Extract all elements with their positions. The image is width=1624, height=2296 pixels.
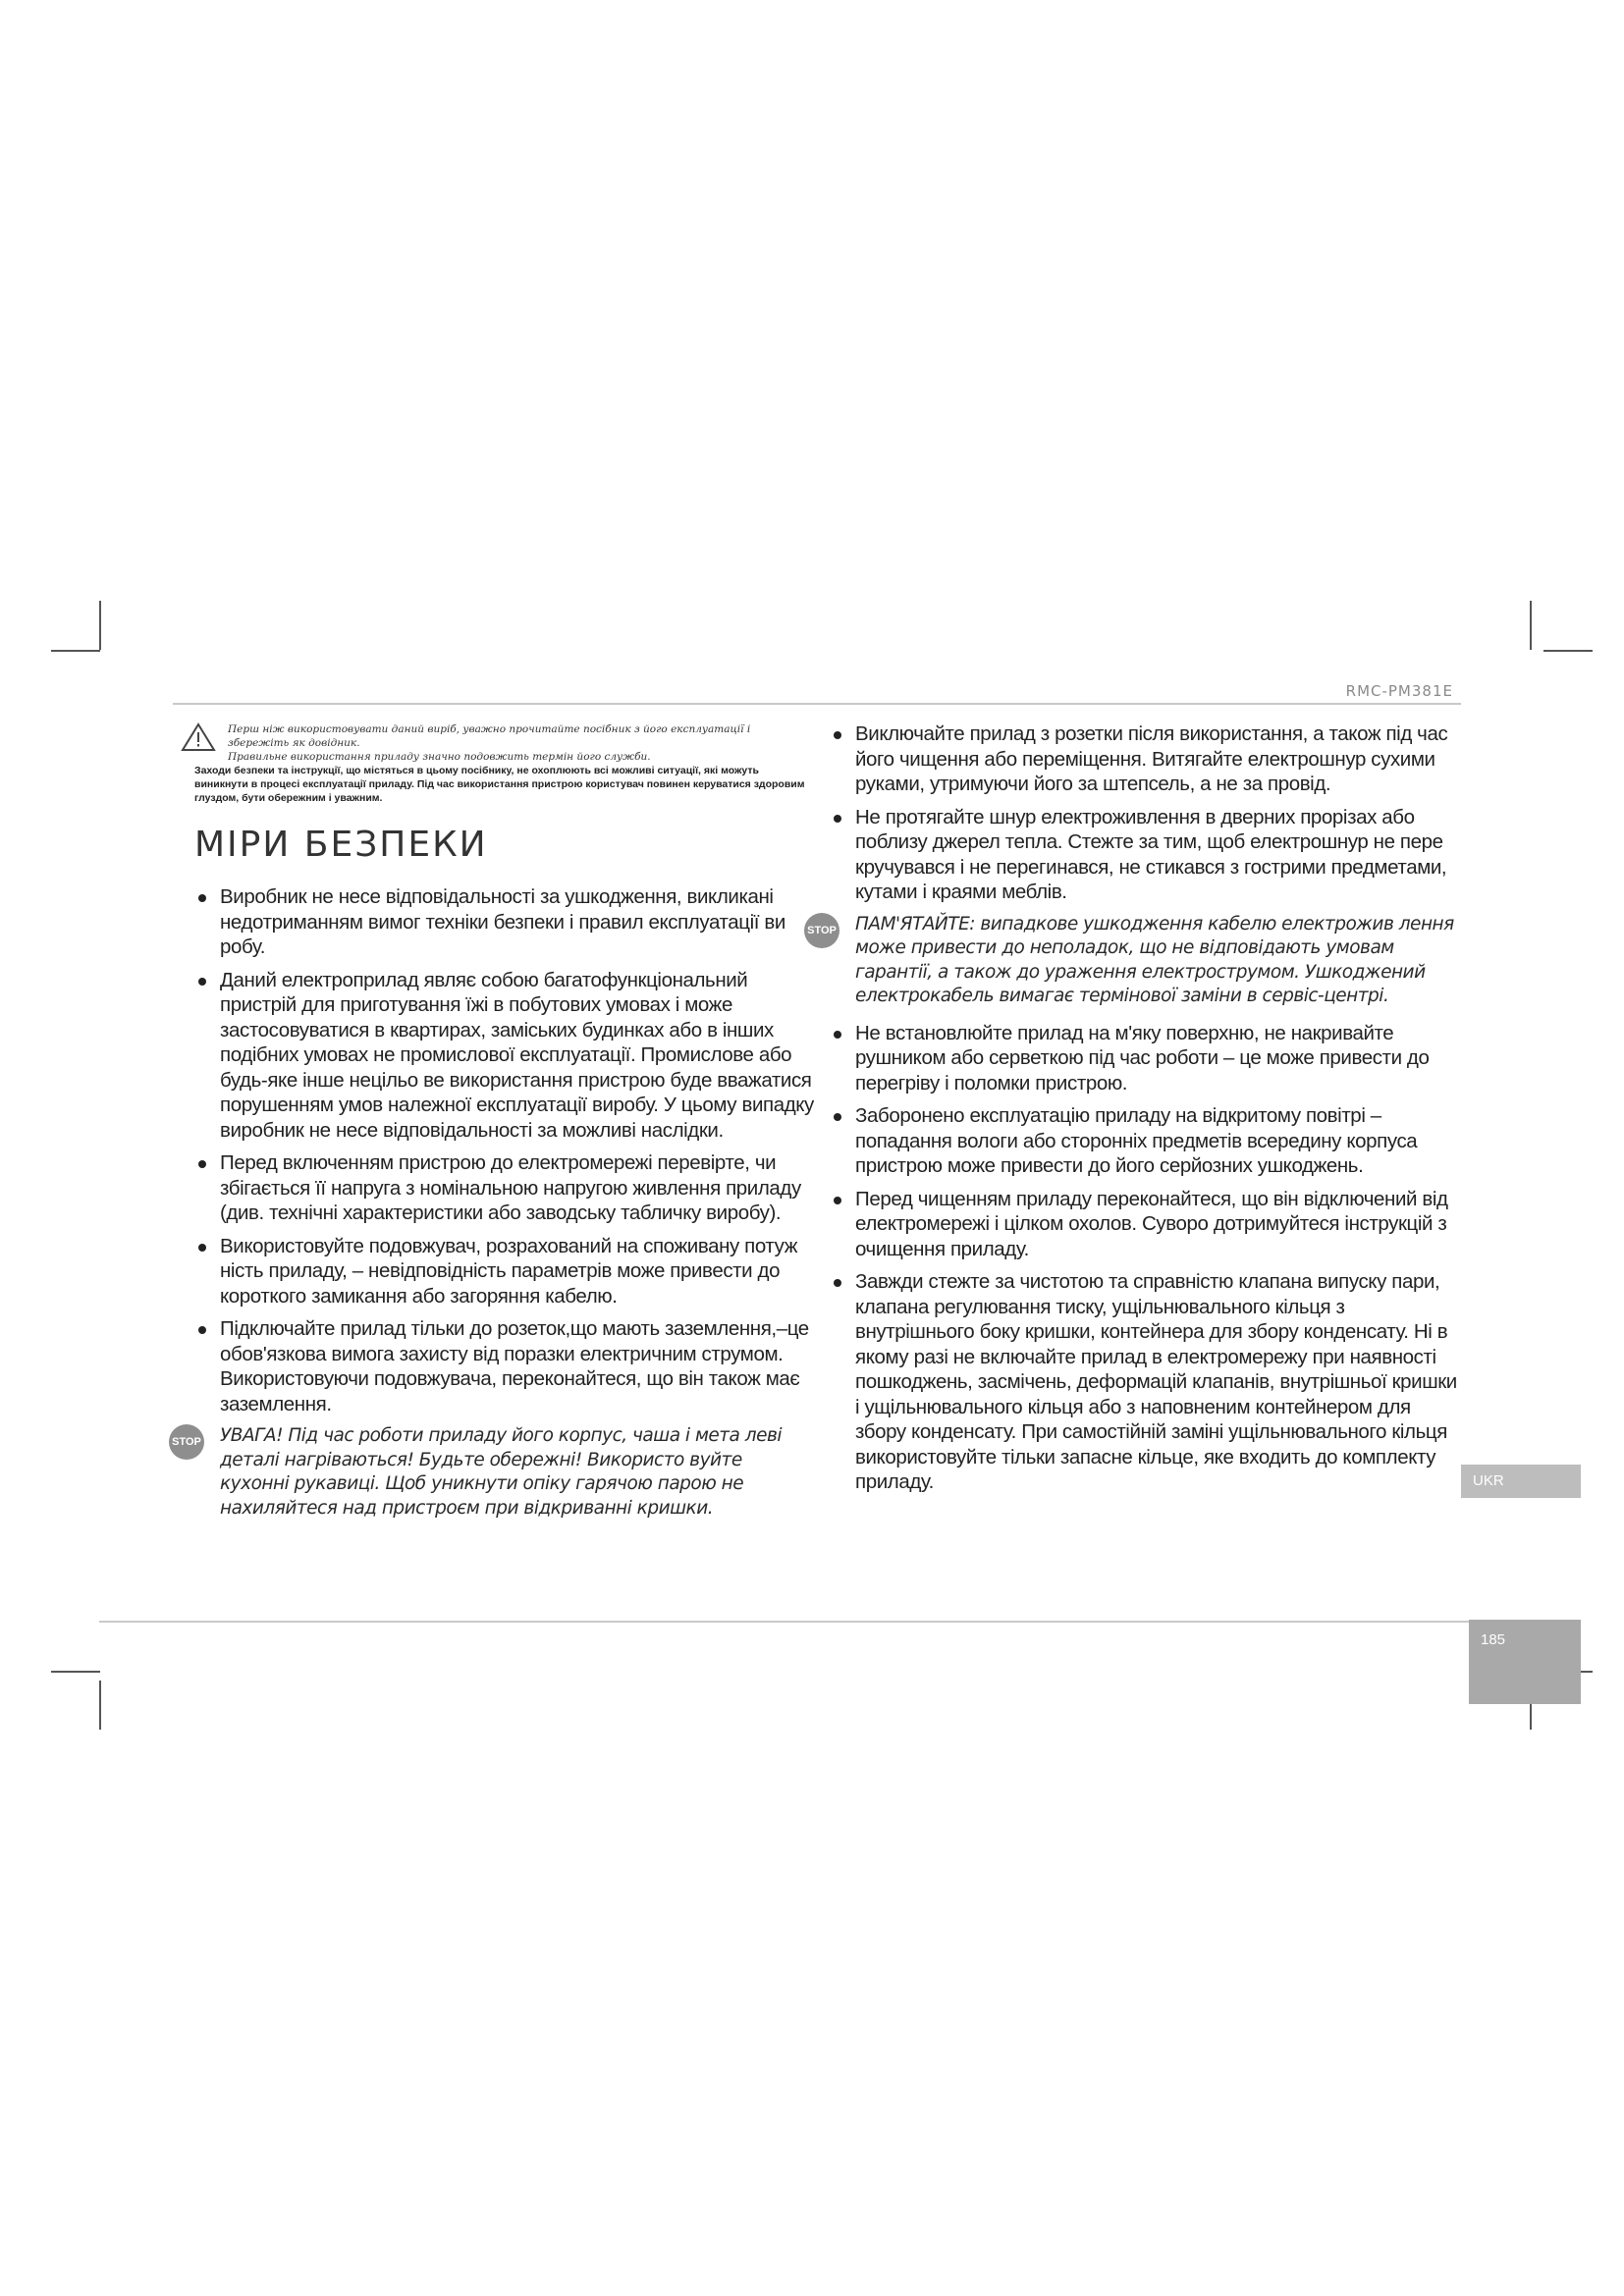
list-item: Даний електроприлад являє собою багатофункціональний пристрій для приготування їжі в побутових умовах і може застосовуватися в квартирах, заміських будинках або в інших подібних умовах не промислової експлуатації. Промислове або будь-яке інше нецільо ве використання пристрою буде вважатися порушенням умов належної експлуатації виробу. У цьому випадку виробник не несе відповідальності за можливі наслідки. [194,968,815,1144]
section-title: МІРИ БЕЗПЕКИ [194,825,488,865]
warning-notice [181,722,809,764]
crop-mark [1543,650,1593,652]
remember-note [807,913,1458,1009]
list-item: Не протягайте шнур електроживлення в дверних прорізах або поблизу джерел тепла. Стежте за тим, щоб електрошнур не пере кручувався і не перегинався, не стикався з гострими предметами, кутами і краями меблів. [830,805,1458,905]
list-item: Використовуйте подовжувач, розрахований на споживану потуж ність приладу, – невідповідність параметрів може привести до короткого замикання або загоряння кабелю. [194,1234,815,1309]
warning-line-2: Правильне використання приладу значно подовжить термін його служби. [228,751,651,763]
crop-mark [99,1681,101,1730]
list-item: Підключайте прилад тільки до розеток,що мають заземлення,–це обов'язкова вимога захисту від поразки електричним струмом. Використовуючи подовжувача, переконайтеся, що він також має заземлення. [194,1316,815,1416]
crop-mark [1530,601,1532,650]
stop-icon: STOP [804,913,839,948]
right-list-b [830,1021,1458,1495]
crop-mark [51,1671,100,1673]
model-number: RMC-PM381E [1345,682,1453,700]
crop-mark [99,601,101,650]
list-item: Завжди стежте за чистотою та справністю клапана випуску пари, клапана регулювання тиску, ущільнювального кільця з внутрішнього боку кришки, контейнера для збору конденсату. Ні в якому разі не включайте прилад в електромережу при наявності пошкоджень, засмічень, деформацій клапанів, внутрішньої кришки і ущільнювального кільця або з наповненим контейнером для збору конденсату. При самостійній заміні ущільнювального кільця використовуйте тільки запасне кільце, яке входить до комплекту приладу. [830,1269,1458,1495]
crop-mark [51,650,100,652]
list-item: Заборонено експлуатацію приладу на відкритому повітрі – попадання вологи або сторонніх предметів всередину корпуса пристрою може привести до його серйозних ушкоджень. [830,1103,1458,1179]
header-rule [173,703,1461,705]
list-item: Перед включенням пристрою до електромережі перевірте, чи збігається її напруга з номінальною напругою живлення приладу (див. технічні характеристики або заводську табличку виробу). [194,1150,815,1226]
caution-note [172,1424,815,1521]
warning-triangle-icon [181,722,216,752]
list-item: Виробник не несе відповідальності за ушкодження, викликані недотриманням вимог техніки безпеки і правил експлуатації ви робу. [194,884,815,960]
stop-icon: STOP [169,1424,204,1460]
right-list-a [830,721,1458,905]
footer-rule [99,1621,1469,1623]
list-item: Перед чищенням приладу переконайтеся, що він відключений від електромережі і цілком охолов. Суворо дотримуйтеся інструкцій з очищення приладу. [830,1187,1458,1262]
left-list [194,884,815,1416]
right-column [807,721,1458,1503]
warning-line-1: Перш ніж використовувати даний виріб, уважно прочитайте посібник з його експлуатації і збережіть як довідник. [228,723,751,749]
page-number: 185 [1469,1620,1581,1704]
remember-note-text: ПАМ'ЯТАЙТЕ: випадкове ушкодження кабелю електрожив лення може привести до неполадок, що не відповідають умовам гарантії, а також до ураження електрострумом. Ушкоджений електрокабель вимагає термінової заміни в сервіс-центрі. [855,913,1454,1006]
list-item: Не встановлюйте прилад на м'яку поверхню, не накривайте рушником або серветкою під час роботи – це може привести до перегріву і поломки пристрою. [830,1021,1458,1096]
left-column [172,825,815,1532]
language-tab: UKR [1461,1465,1581,1498]
warning-bold-text: Заходи безпеки та інструкції, що містяться в цьому посібнику, не охоплюють всі можливі ситуації, які можуть виникнути в процесі експлуатації приладу. Під час використання пристрою користувач повинен керуватися здоровим глуздом, бути обережним і уважним. [194,765,805,804]
list-item: Виключайте прилад з розетки після використання, а також під час його чищення або переміщення. Витягайте електрошнур сухими руками, утримуючи його за штепсель, а не за провід. [830,721,1458,797]
caution-note-text: УВАГА! Під час роботи приладу його корпус, чаша і мета леві деталі нагріваються! Будьте обережні! Використо вуйте кухонні рукавиці. Щоб уникнути опіку гарячою парою не нахиляйтеся над пристроєм при відкриванні кришки. [220,1425,783,1519]
